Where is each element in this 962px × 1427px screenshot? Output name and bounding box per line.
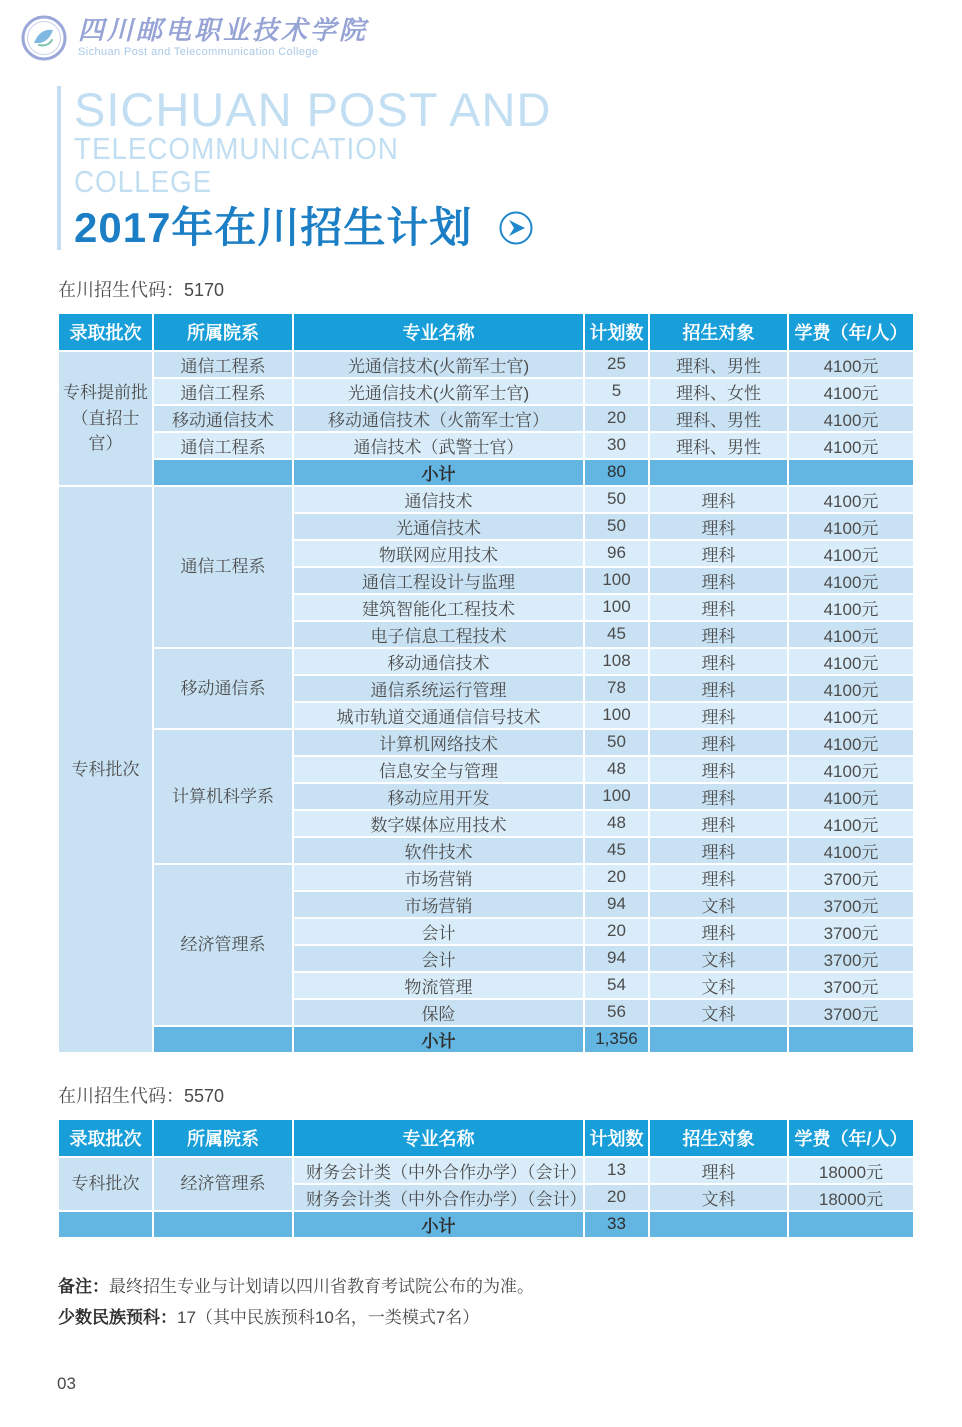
column-header-tuition: 学费（年/人） [788, 313, 914, 351]
tuition-cell: 4100元 [788, 567, 914, 594]
tuition-cell: 3700元 [788, 891, 914, 918]
dept-cell: 计算机科学系 [153, 729, 293, 864]
major-cell: 通信技术 [293, 486, 584, 513]
plan-count-cell: 45 [584, 621, 649, 648]
target-cell: 文科 [649, 1184, 788, 1211]
target-cell: 理科 [649, 594, 788, 621]
tuition-cell: 4100元 [788, 486, 914, 513]
column-header-tuition: 学费（年/人） [788, 1119, 914, 1157]
dept-cell: 移动通信系 [153, 648, 293, 729]
major-cell: 物联网应用技术 [293, 540, 584, 567]
plan-count-cell: 108 [584, 648, 649, 675]
tuition-cell: 4100元 [788, 405, 914, 432]
tuition-cell: 3700元 [788, 864, 914, 891]
dept-cell: 经济管理系 [153, 1157, 293, 1211]
target-cell: 理科 [649, 783, 788, 810]
major-cell: 城市轨道交通通信信号技术 [293, 702, 584, 729]
major-cell: 保险 [293, 999, 584, 1026]
tuition-cell: 4100元 [788, 513, 914, 540]
college-logo [20, 12, 962, 64]
tuition-cell: 4100元 [788, 378, 914, 405]
tuition-cell: 4100元 [788, 729, 914, 756]
column-header-major: 专业名称 [293, 1119, 584, 1157]
plan-count-cell: 78 [584, 675, 649, 702]
minority-text: 17（其中民族预科10名，一类模式7名） [177, 1307, 480, 1327]
dept-cell: 通信工程系 [153, 486, 293, 648]
tuition-cell: 4100元 [788, 351, 914, 378]
college-name-chinese: 四川邮电职业技术学院 [78, 16, 369, 46]
tuition-cell: 18000元 [788, 1157, 914, 1184]
table-row [58, 378, 914, 405]
hero-line-2: TELECOMMUNICATION [74, 131, 399, 166]
table-row [58, 648, 914, 675]
column-header-target: 招生对象 [649, 1119, 788, 1157]
major-cell: 通信系统运行管理 [293, 675, 584, 702]
major-cell: 计算机网络技术 [293, 729, 584, 756]
major-cell: 市场营销 [293, 891, 584, 918]
batch-cell: 专科批次 [58, 1157, 153, 1211]
column-header-plan-count: 计划数 [584, 313, 649, 351]
plan-count-cell: 20 [584, 864, 649, 891]
plan-count-cell: 45 [584, 837, 649, 864]
major-cell: 光通信技术 [293, 513, 584, 540]
plan-count-cell: 48 [584, 756, 649, 783]
minority-note [58, 1302, 962, 1333]
tuition-cell: 4100元 [788, 675, 914, 702]
batch-cell: 专科批次 [58, 486, 153, 1053]
target-cell: 理科 [649, 567, 788, 594]
target-cell: 理科 [649, 837, 788, 864]
target-cell: 理科 [649, 540, 788, 567]
dept-cell: 通信工程系 [153, 351, 293, 378]
plan-count-cell: 94 [584, 891, 649, 918]
major-cell: 移动通信技术 [293, 648, 584, 675]
major-cell: 移动应用开发 [293, 783, 584, 810]
admission-table-5570 [57, 1118, 915, 1239]
target-cell: 文科 [649, 999, 788, 1026]
college-logo-emblem [20, 14, 68, 62]
column-header-target: 招生对象 [649, 313, 788, 351]
column-header-plan-count: 计划数 [584, 1119, 649, 1157]
page-title: 2017年在川招生计划 [74, 203, 473, 251]
subtotal-label: 小计 [293, 1026, 584, 1053]
subtotal-label: 小计 [293, 459, 584, 486]
dept-cell: 通信工程系 [153, 378, 293, 405]
major-cell: 软件技术 [293, 837, 584, 864]
target-cell: 文科 [649, 891, 788, 918]
target-cell: 理科 [649, 513, 788, 540]
target-cell: 理科、女性 [649, 378, 788, 405]
major-cell: 市场营销 [293, 864, 584, 891]
table-row [58, 405, 914, 432]
major-cell: 信息安全与管理 [293, 756, 584, 783]
plan-count-cell: 50 [584, 486, 649, 513]
plan-count-cell: 5 [584, 378, 649, 405]
plan-count-cell: 50 [584, 513, 649, 540]
subtotal-row [58, 1026, 914, 1053]
target-cell: 理科、男性 [649, 432, 788, 459]
target-cell: 理科 [649, 729, 788, 756]
table-row [58, 729, 914, 756]
target-cell: 理科、男性 [649, 405, 788, 432]
major-cell: 财务会计类（中外合作办学）（会计） [293, 1184, 584, 1211]
admission-code-5170: 在川招生代码：5170 [58, 279, 225, 300]
major-cell: 电子信息工程技术 [293, 621, 584, 648]
remark-text: 最终招生专业与计划请以四川省教育考试院公布的为准。 [109, 1276, 534, 1296]
remark-note [58, 1271, 962, 1302]
hero-line-3: COLLEGE [74, 163, 213, 199]
tuition-cell: 4100元 [788, 756, 914, 783]
column-header-major: 专业名称 [293, 313, 584, 351]
target-cell: 理科 [649, 675, 788, 702]
tuition-cell: 3700元 [788, 945, 914, 972]
table-header-row [58, 313, 914, 351]
major-cell: 会计 [293, 918, 584, 945]
subtotal-label: 小计 [293, 1211, 584, 1238]
tuition-cell: 4100元 [788, 702, 914, 729]
target-cell: 文科 [649, 972, 788, 999]
plan-count-cell: 20 [584, 1184, 649, 1211]
plan-count-cell: 56 [584, 999, 649, 1026]
column-header-department: 所属院系 [153, 313, 293, 351]
plan-count-cell: 94 [584, 945, 649, 972]
column-header-batch: 录取批次 [58, 313, 153, 351]
major-cell: 移动通信技术（火箭军士官） [293, 405, 584, 432]
target-cell: 理科 [649, 918, 788, 945]
admission-code-5570: 在川招生代码：5570 [58, 1085, 225, 1106]
plan-count-cell: 100 [584, 783, 649, 810]
remark-label: 备注： [58, 1276, 109, 1296]
plan-count-cell: 20 [584, 918, 649, 945]
dept-cell: 移动通信技术 [153, 405, 293, 432]
page-number: 03 [57, 1374, 76, 1393]
dept-cell: 通信工程系 [153, 432, 293, 459]
target-cell: 理科 [649, 486, 788, 513]
major-cell: 通信工程设计与监理 [293, 567, 584, 594]
target-cell: 理科 [649, 810, 788, 837]
batch-cell: 专科提前批 （直招士官） [58, 351, 153, 486]
plan-count-cell: 50 [584, 729, 649, 756]
column-header-department: 所属院系 [153, 1119, 293, 1157]
subtotal-value: 33 [584, 1211, 649, 1238]
tuition-cell: 3700元 [788, 999, 914, 1026]
plan-count-cell: 30 [584, 432, 649, 459]
tuition-cell: 4100元 [788, 540, 914, 567]
table-row [58, 1157, 914, 1184]
major-cell: 通信技术（武警士官） [293, 432, 584, 459]
tuition-cell: 4100元 [788, 594, 914, 621]
tuition-cell: 4100元 [788, 648, 914, 675]
plan-count-cell: 100 [584, 594, 649, 621]
major-cell: 数字媒体应用技术 [293, 810, 584, 837]
admission-table-5170 [57, 312, 915, 1054]
table-row [58, 864, 914, 891]
major-cell: 物流管理 [293, 972, 584, 999]
major-cell: 建筑智能化工程技术 [293, 594, 584, 621]
tuition-cell: 4100元 [788, 810, 914, 837]
subtotal-row [58, 459, 914, 486]
tuition-cell: 18000元 [788, 1184, 914, 1211]
plan-count-cell: 100 [584, 567, 649, 594]
tuition-cell: 4100元 [788, 783, 914, 810]
table-header-row [58, 1119, 914, 1157]
major-cell: 会计 [293, 945, 584, 972]
footnotes [58, 1271, 962, 1333]
major-cell: 光通信技术(火箭军士官) [293, 378, 584, 405]
target-cell: 文科 [649, 945, 788, 972]
tuition-cell: 3700元 [788, 972, 914, 999]
target-cell: 理科 [649, 648, 788, 675]
hero-heading-block [57, 83, 962, 251]
subtotal-value: 80 [584, 459, 649, 486]
target-cell: 理科 [649, 621, 788, 648]
subtotal-value: 1,356 [584, 1026, 649, 1053]
tuition-cell: 4100元 [788, 432, 914, 459]
dept-cell: 经济管理系 [153, 864, 293, 1026]
tuition-cell: 3700元 [788, 918, 914, 945]
target-cell: 理科 [649, 702, 788, 729]
target-cell: 理科 [649, 864, 788, 891]
minority-label: 少数民族预科： [58, 1307, 177, 1327]
plan-count-cell: 25 [584, 351, 649, 378]
major-cell: 财务会计类（中外合作办学）（会计） [293, 1157, 584, 1184]
plan-count-cell: 96 [584, 540, 649, 567]
target-cell: 理科、男性 [649, 351, 788, 378]
table-row [58, 351, 914, 378]
table-row [58, 486, 914, 513]
college-name-english: Sichuan Post and Telecommunication College [78, 46, 319, 58]
subtotal-row [58, 1211, 914, 1238]
plan-count-cell: 54 [584, 972, 649, 999]
plan-count-cell: 20 [584, 405, 649, 432]
plan-count-cell: 48 [584, 810, 649, 837]
tuition-cell: 4100元 [788, 837, 914, 864]
hero-line-1: SICHUAN POST AND [74, 83, 552, 136]
circle-arrow-icon [498, 210, 534, 246]
plan-count-cell: 100 [584, 702, 649, 729]
target-cell: 理科 [649, 756, 788, 783]
target-cell: 理科 [649, 1157, 788, 1184]
major-cell: 光通信技术(火箭军士官) [293, 351, 584, 378]
column-header-batch: 录取批次 [58, 1119, 153, 1157]
table-row [58, 432, 914, 459]
tuition-cell: 4100元 [788, 621, 914, 648]
plan-count-cell: 13 [584, 1157, 649, 1184]
